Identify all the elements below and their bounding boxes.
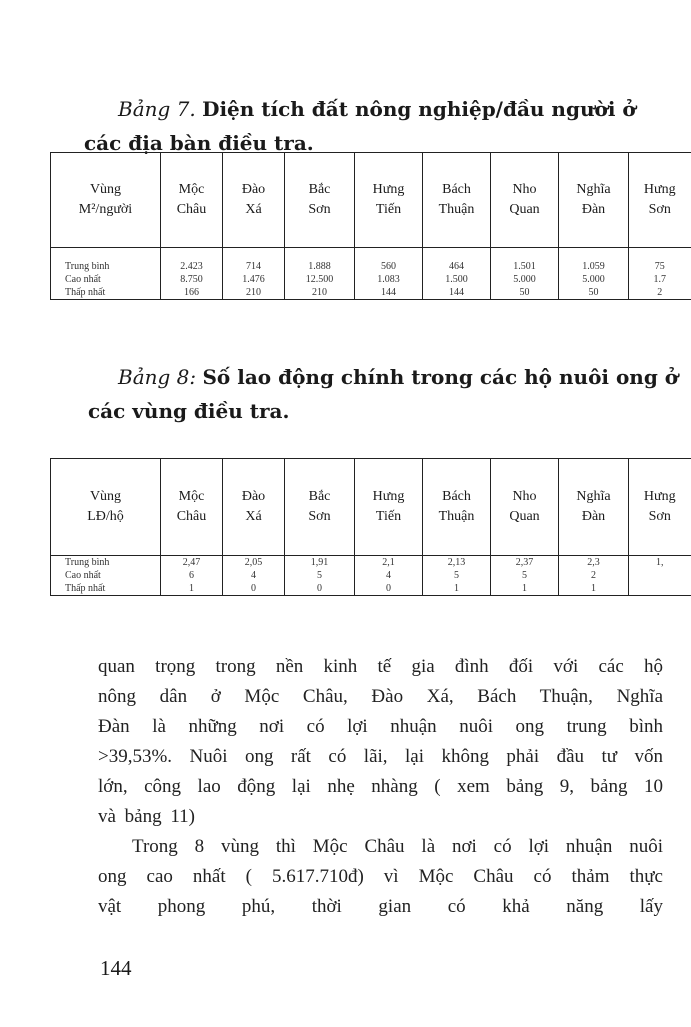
col-name: Sơn bbox=[308, 202, 331, 217]
table-cell: 4 bbox=[355, 569, 423, 582]
table-8-col-nghia-dan bbox=[559, 459, 629, 556]
text-line: nông dân ở Mộc Châu, Đào Xá, Bách Thuận, Nghĩa bbox=[98, 686, 663, 707]
table-cell: 1 bbox=[161, 582, 223, 596]
header-label: Vùng bbox=[89, 489, 122, 504]
col-name: Sơn bbox=[648, 509, 671, 524]
table-8-title: Số lao động chính trong các hộ nuôi ong ở bbox=[202, 365, 679, 389]
table-8-col-moc-chau bbox=[161, 459, 223, 556]
text-line: Đàn là những nơi có lợi nhuận nuôi ong trung bình bbox=[98, 716, 663, 737]
table-7-col-hung-son bbox=[629, 153, 691, 248]
table-cell: 6 bbox=[161, 569, 223, 582]
table-cell: 144 bbox=[423, 286, 491, 300]
table-cell: 464 bbox=[423, 260, 491, 273]
table-row bbox=[51, 556, 691, 570]
table-7 bbox=[50, 152, 691, 300]
table-cell: 210 bbox=[285, 286, 355, 300]
table-row bbox=[51, 273, 691, 286]
table-row bbox=[51, 286, 691, 300]
table-cell: 1.500 bbox=[423, 273, 491, 286]
table-7-label: Bảng 7. bbox=[118, 97, 196, 121]
col-name: Châu bbox=[176, 509, 207, 524]
table-row bbox=[51, 569, 691, 582]
col-name: Bách bbox=[442, 489, 471, 504]
table-cell: 166 bbox=[161, 286, 223, 300]
table-cell: 2,47 bbox=[161, 556, 223, 570]
col-name: Quan bbox=[509, 509, 540, 524]
table-cell: 714 bbox=[223, 260, 285, 273]
table-row bbox=[51, 582, 691, 596]
table-cell: 4 bbox=[223, 569, 285, 582]
row-label: Cao nhất bbox=[51, 273, 161, 286]
col-name: Đàn bbox=[581, 202, 606, 217]
table-7-col-nghia-dan bbox=[559, 153, 629, 248]
table-8-col-nho-quan bbox=[491, 459, 559, 556]
col-name: Hưng bbox=[643, 182, 676, 197]
table-cell bbox=[629, 569, 691, 582]
col-name: Xá bbox=[245, 509, 262, 524]
table-8-caption bbox=[88, 360, 679, 428]
col-name: Đàn bbox=[581, 509, 606, 524]
table-8-header-region bbox=[51, 459, 161, 556]
col-name: Nho bbox=[512, 489, 537, 504]
col-name: Thuận bbox=[438, 202, 475, 217]
table-cell: 50 bbox=[559, 286, 629, 300]
table-7-col-moc-chau bbox=[161, 153, 223, 248]
table-8-col-bac-son bbox=[285, 459, 355, 556]
table-7-col-bac-son bbox=[285, 153, 355, 248]
col-name: Tiến bbox=[375, 202, 402, 217]
col-name: Châu bbox=[176, 202, 207, 217]
text-line: ong cao nhất ( 5.617.710đ) vì Mộc Châu có thảm thực bbox=[98, 866, 663, 887]
table-7-col-nho-quan bbox=[491, 153, 559, 248]
page-number: 144 bbox=[100, 956, 132, 980]
row-label: Cao nhất bbox=[51, 569, 161, 582]
table-8-col-bach-thuan bbox=[423, 459, 491, 556]
table-cell: 1 bbox=[559, 582, 629, 596]
table-cell bbox=[629, 582, 691, 596]
table-cell: 1.501 bbox=[491, 260, 559, 273]
col-name: Thuận bbox=[438, 509, 475, 524]
col-name: Hưng bbox=[372, 182, 405, 197]
table-cell: 1.476 bbox=[223, 273, 285, 286]
table-cell: 2.423 bbox=[161, 260, 223, 273]
table-cell: 1.083 bbox=[355, 273, 423, 286]
table-7-col-hung-tien bbox=[355, 153, 423, 248]
table-cell: 0 bbox=[223, 582, 285, 596]
table-7-caption bbox=[84, 92, 636, 160]
table-7-title: Diện tích đất nông nghiệp/đầu người ở bbox=[202, 97, 636, 121]
table-cell: 0 bbox=[355, 582, 423, 596]
table-8-col-dao-xa bbox=[223, 459, 285, 556]
col-name: Bắc bbox=[308, 182, 331, 197]
table-cell: 1,91 bbox=[285, 556, 355, 570]
col-name: Xá bbox=[245, 202, 262, 217]
table-cell: 560 bbox=[355, 260, 423, 273]
table-cell: 1 bbox=[491, 582, 559, 596]
table-cell: 12.500 bbox=[285, 273, 355, 286]
table-cell: 1, bbox=[629, 556, 691, 570]
table-cell: 2,1 bbox=[355, 556, 423, 570]
text-line: và bảng 11) bbox=[98, 806, 195, 827]
body-text bbox=[98, 652, 663, 922]
table-8-col-hung-tien bbox=[355, 459, 423, 556]
col-name: Mộc bbox=[178, 182, 205, 197]
table-cell: 5.000 bbox=[559, 273, 629, 286]
table-cell: 2,3 bbox=[559, 556, 629, 570]
col-name: Nghĩa bbox=[576, 489, 611, 504]
table-cell: 1.059 bbox=[559, 260, 629, 273]
text-line: quan trọng trong nền kinh tế gia đình đối với các hộ bbox=[98, 656, 663, 677]
text-line: Trong 8 vùng thì Mộc Châu là nơi có lợi nhuận nuôi bbox=[132, 836, 663, 857]
col-name: Quan bbox=[509, 202, 540, 217]
text-line: vật phong phú, thời gian có khả năng lấy bbox=[98, 896, 663, 917]
table-cell: 1.7 bbox=[629, 273, 691, 286]
col-name: Sơn bbox=[648, 202, 671, 217]
col-name: Mộc bbox=[178, 489, 205, 504]
row-label: Trung bình bbox=[51, 556, 161, 570]
table-7-spacer-row bbox=[51, 248, 691, 261]
col-name: Nghĩa bbox=[576, 182, 611, 197]
table-7-col-dao-xa bbox=[223, 153, 285, 248]
table-cell: 210 bbox=[223, 286, 285, 300]
table-row bbox=[51, 260, 691, 273]
text-line: lớn, công lao động lại nhẹ nhàng ( xem bảng 9, bảng 10 bbox=[98, 776, 663, 797]
col-name: Đào bbox=[241, 489, 266, 504]
table-8-header-row bbox=[51, 459, 691, 556]
table-7-title-line2: các địa bàn điều tra. bbox=[84, 131, 314, 155]
table-8-col-hung-son bbox=[629, 459, 691, 556]
row-label: Thấp nhất bbox=[51, 582, 161, 596]
col-name: Bách bbox=[442, 182, 471, 197]
header-unit: M²/người bbox=[78, 202, 133, 217]
table-cell: 5 bbox=[491, 569, 559, 582]
table-7-col-bach-thuan bbox=[423, 153, 491, 248]
text-line: >39,53%. Nuôi ong rất có lãi, lại không phải đầu tư vốn bbox=[98, 746, 663, 767]
table-cell: 2 bbox=[629, 286, 691, 300]
table-cell: 2 bbox=[559, 569, 629, 582]
table-cell: 2,37 bbox=[491, 556, 559, 570]
row-label: Thấp nhất bbox=[51, 286, 161, 300]
col-name: Hưng bbox=[643, 489, 676, 504]
table-cell: 5.000 bbox=[491, 273, 559, 286]
col-name: Nho bbox=[512, 182, 537, 197]
table-7-header-row bbox=[51, 153, 691, 248]
row-label: Trung bình bbox=[51, 260, 161, 273]
table-7-header-region bbox=[51, 153, 161, 248]
table-cell: 1 bbox=[423, 582, 491, 596]
table-cell: 2,13 bbox=[423, 556, 491, 570]
table-cell: 144 bbox=[355, 286, 423, 300]
table-cell: 75 bbox=[629, 260, 691, 273]
col-name: Hưng bbox=[372, 489, 405, 504]
table-cell: 8.750 bbox=[161, 273, 223, 286]
col-name: Sơn bbox=[308, 509, 331, 524]
table-cell: 50 bbox=[491, 286, 559, 300]
table-cell: 5 bbox=[285, 569, 355, 582]
col-name: Đào bbox=[241, 182, 266, 197]
table-8-title-line2: các vùng điều tra. bbox=[88, 399, 290, 423]
col-name: Bắc bbox=[308, 489, 331, 504]
col-name: Tiến bbox=[375, 509, 402, 524]
table-8 bbox=[50, 458, 691, 596]
table-cell: 1.888 bbox=[285, 260, 355, 273]
table-cell: 2,05 bbox=[223, 556, 285, 570]
table-8-label: Bảng 8: bbox=[118, 365, 197, 389]
header-label: Vùng bbox=[89, 182, 122, 197]
table-cell: 0 bbox=[285, 582, 355, 596]
header-unit: LĐ/hộ bbox=[87, 509, 124, 524]
table-cell: 5 bbox=[423, 569, 491, 582]
